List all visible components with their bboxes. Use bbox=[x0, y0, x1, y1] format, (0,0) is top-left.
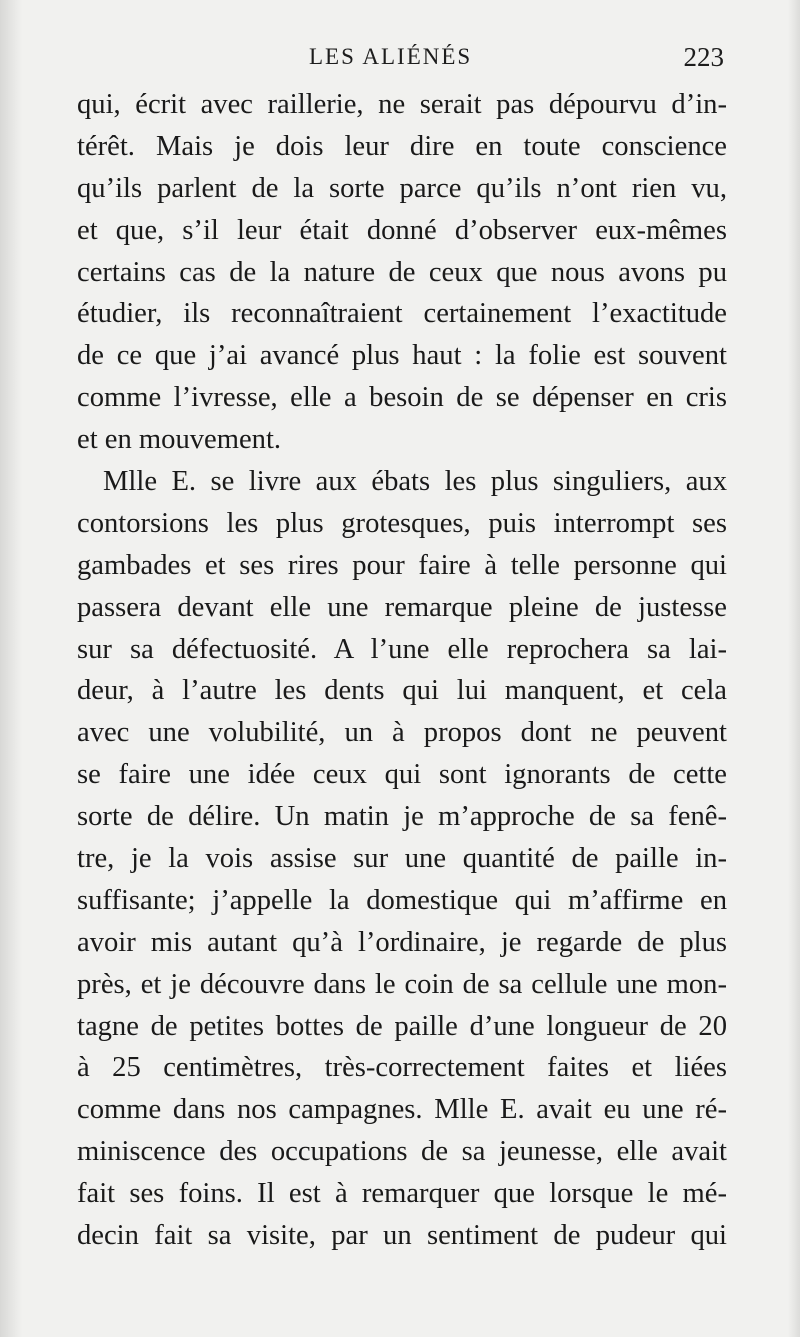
page-header bbox=[77, 40, 730, 80]
text-line: deur, à l’autre les dents qui lui manquent, et cela bbox=[77, 675, 727, 707]
text-line: qui, écrit avec raillerie, ne serait pas dépourvu d’in- bbox=[77, 89, 727, 120]
text-line: étudier, ils reconnaîtraient certainement l’exactitude bbox=[77, 298, 727, 330]
paragraph-start-line: Mlle E. se livre aux ébats les plus singuliers, aux bbox=[103, 466, 727, 498]
text-line: avoir mis autant qu’à l’ordinaire, je regarde de plus bbox=[77, 926, 727, 958]
text-line: miniscence des occupations de sa jeunesse, elle avait bbox=[77, 1136, 727, 1168]
page-body bbox=[77, 84, 727, 1257]
page-left-edge bbox=[0, 0, 22, 1337]
text-line: decin fait sa visite, par un sentiment de pudeur qui bbox=[77, 1220, 727, 1252]
text-line: tre, je la vois assise sur une quantité de paille in- bbox=[77, 843, 727, 875]
text-line: se faire une idée ceux qui sont ignorants de cette bbox=[77, 759, 727, 791]
text-line: sur sa défectuosité. A l’une elle reprochera sa lai- bbox=[77, 633, 727, 665]
text-line: gambades et ses rires pour faire à telle personne qui bbox=[77, 549, 727, 581]
text-line: qu’ils parlent de la sorte parce qu’ils n’ont rien vu, bbox=[77, 172, 727, 204]
text-line: à 25 centimètres, très-correctement faites et liées bbox=[77, 1052, 727, 1084]
text-line: térêt. Mais je dois leur dire en toute conscience bbox=[77, 130, 727, 162]
text-line: comme l’ivresse, elle a besoin de se dépenser en cris bbox=[77, 382, 727, 414]
text-line: et que, s’il leur était donné d’observer eux-mêmes bbox=[77, 214, 727, 246]
running-head: LES ALIÉNÉS bbox=[309, 44, 473, 69]
text-line: certains cas de la nature de ceux que nous avons pu bbox=[77, 256, 727, 288]
text-line: de ce que j’ai avancé plus haut : la folie est souvent bbox=[77, 340, 727, 372]
text-line: fait ses foins. Il est à remarquer que lorsque le mé- bbox=[77, 1178, 727, 1210]
text-line: avec une volubilité, un à propos dont ne peuvent bbox=[77, 717, 727, 749]
text-line: passera devant elle une remarque pleine de justesse bbox=[77, 591, 727, 623]
text-line: contorsions les plus grotesques, puis interrompt ses bbox=[77, 507, 727, 539]
page-number: 223 bbox=[683, 42, 724, 72]
text-line: suffisante; j’appelle la domestique qui m’affirme en bbox=[77, 884, 727, 916]
text-line: tagne de petites bottes de paille d’une longueur de 20 bbox=[77, 1010, 727, 1042]
page-right-edge bbox=[788, 0, 800, 1337]
text-line: comme dans nos campagnes. Mlle E. avait eu une ré- bbox=[77, 1094, 727, 1126]
paragraph-end-line: et en mouvement. bbox=[77, 424, 282, 456]
text-line: sorte de délire. Un matin je m’approche de sa fenê- bbox=[77, 801, 727, 833]
text-line: près, et je découvre dans le coin de sa cellule une mon- bbox=[77, 968, 727, 1000]
